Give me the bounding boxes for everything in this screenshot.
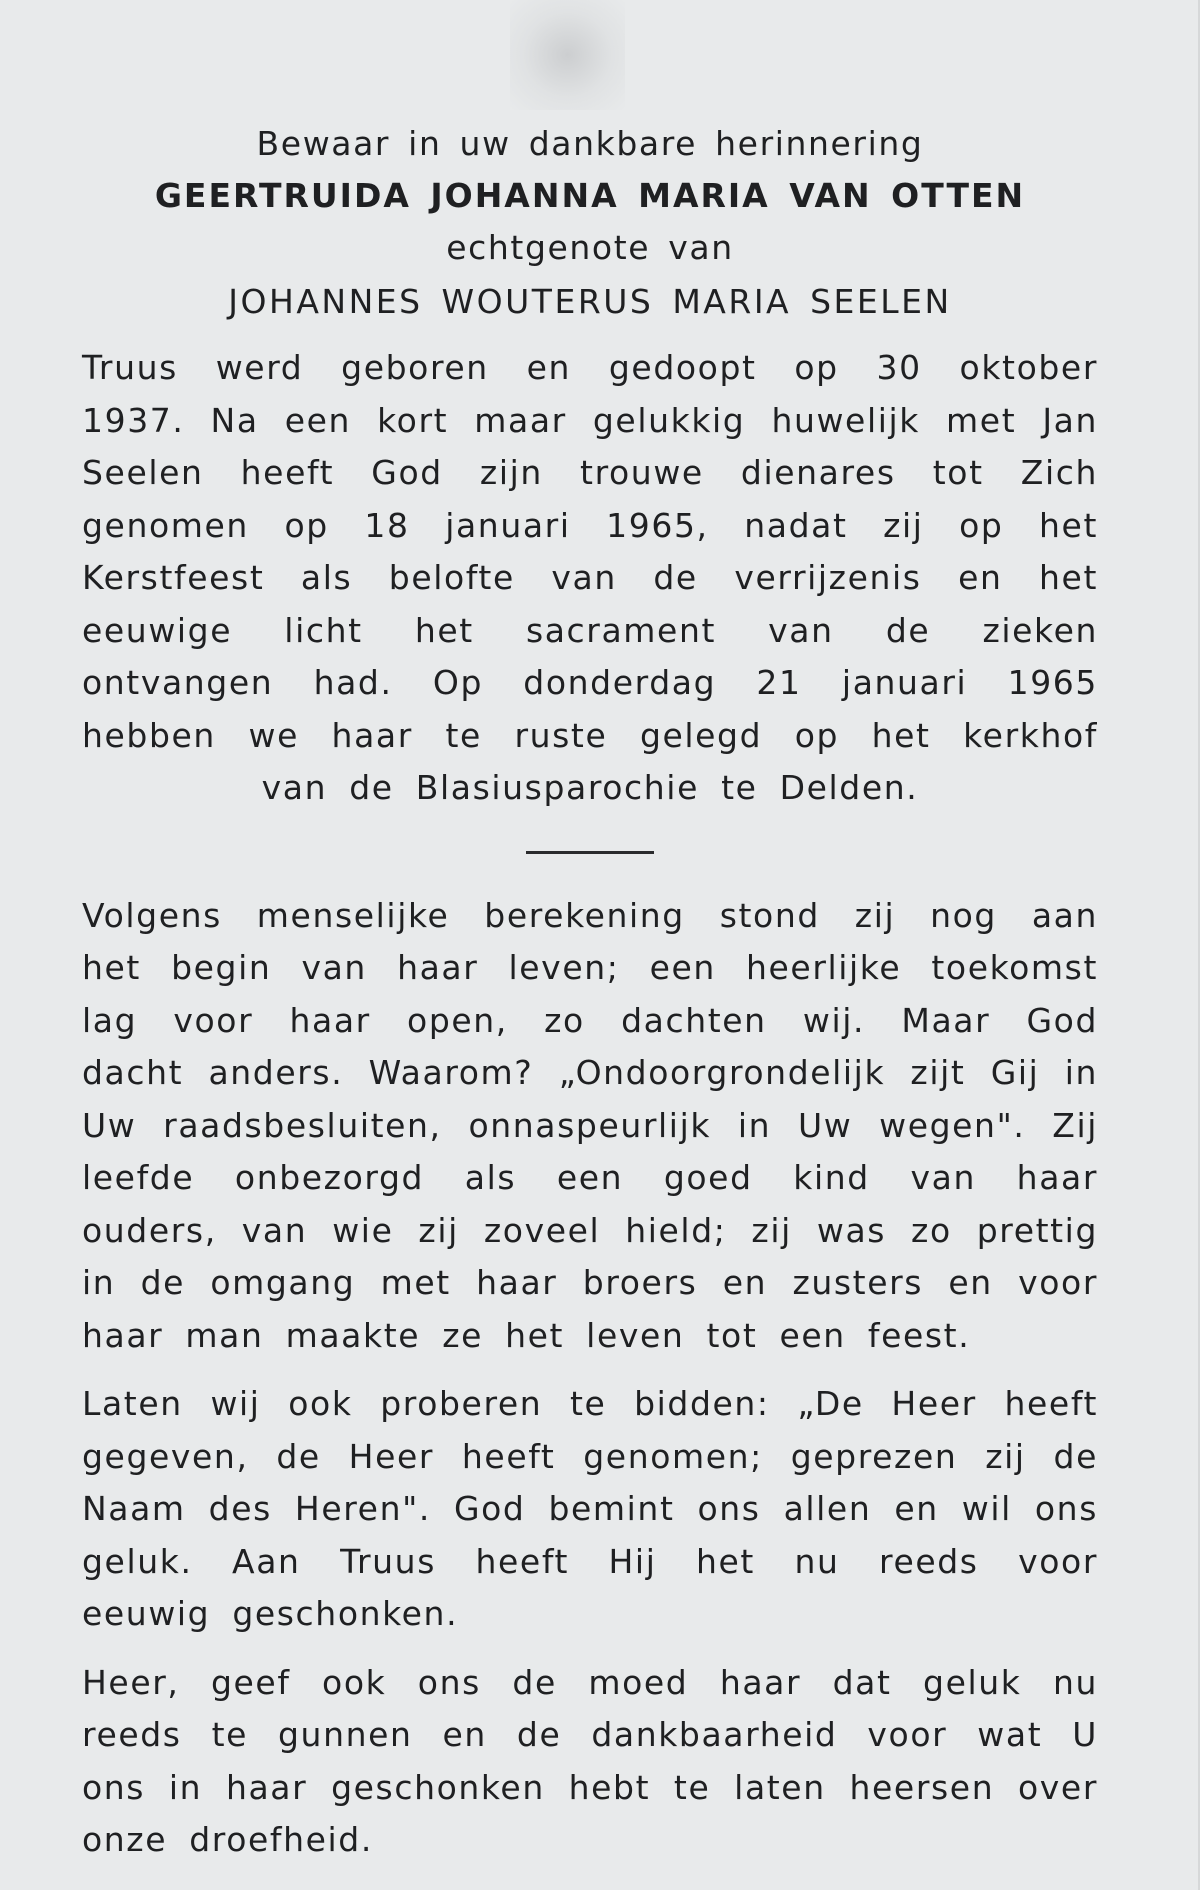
- intro-line: Bewaar in uw dankbare herinnering: [256, 124, 924, 163]
- card-content: [82, 118, 1098, 1867]
- prayer-paragraph: Laten wij ook proberen te bidden: „De Heer heeft gegeven, de Heer heeft genomen; geprezen zij de Naam des Heren". God bemint ons allen en wil ons geluk. Aan Truus heeft Hij het nu reeds voor eeuwig geschonken.: [82, 1384, 1098, 1633]
- deceased-name: GEERTRUIDA JOHANNA MARIA VAN OTTEN: [154, 176, 1026, 215]
- paper-smudge: [510, 0, 625, 110]
- spouse-label: echtgenote van: [446, 228, 734, 267]
- closing-prayer-paragraph: Heer, geef ook ons de moed haar dat geluk nu reeds te gunnen en de dankbaarheid voor wat U ons in haar geschonken hebt te laten heersen over onze droefheid.: [82, 1662, 1098, 1859]
- biography-paragraph: Truus werd geboren en gedoopt op 30 oktober 1937. Na een kort maar gelukkig huwelijk met Jan Seelen heeft God zijn trouwe dienares tot Zich genomen op 18 januari 1965, nadat zij op het Kerstfeest als belofte van de verrijzenis en het eeuwige licht het sacrament van de zieken ontvangen had. Op donderdag 21 januari 1965 hebben we haar te ruste gelegd op het kerkhof van de Blasiusparochie te Delden.: [82, 348, 1098, 807]
- spouse-name: JOHANNES WOUTERUS MARIA SEELEN: [228, 282, 952, 321]
- reflection-paragraph: Volgens menselijke berekening stond zij nog aan het begin van haar leven; een heerlijke toekomst lag voor haar open, zo dachten wij. Maar God dacht anders. Waarom? „Ondoorgrondelijk zijt Gij in Uw raadsbesluiten, onnaspeurlijk in Uw wegen". Zij leefde onbezorgd als een goed kind van haar ouders, van wie zij zoveel hield; zij was zo prettig in de omgang met haar broers en zusters en voor haar man maakte ze het leven tot een feest.: [82, 895, 1098, 1355]
- divider-line: [526, 851, 654, 854]
